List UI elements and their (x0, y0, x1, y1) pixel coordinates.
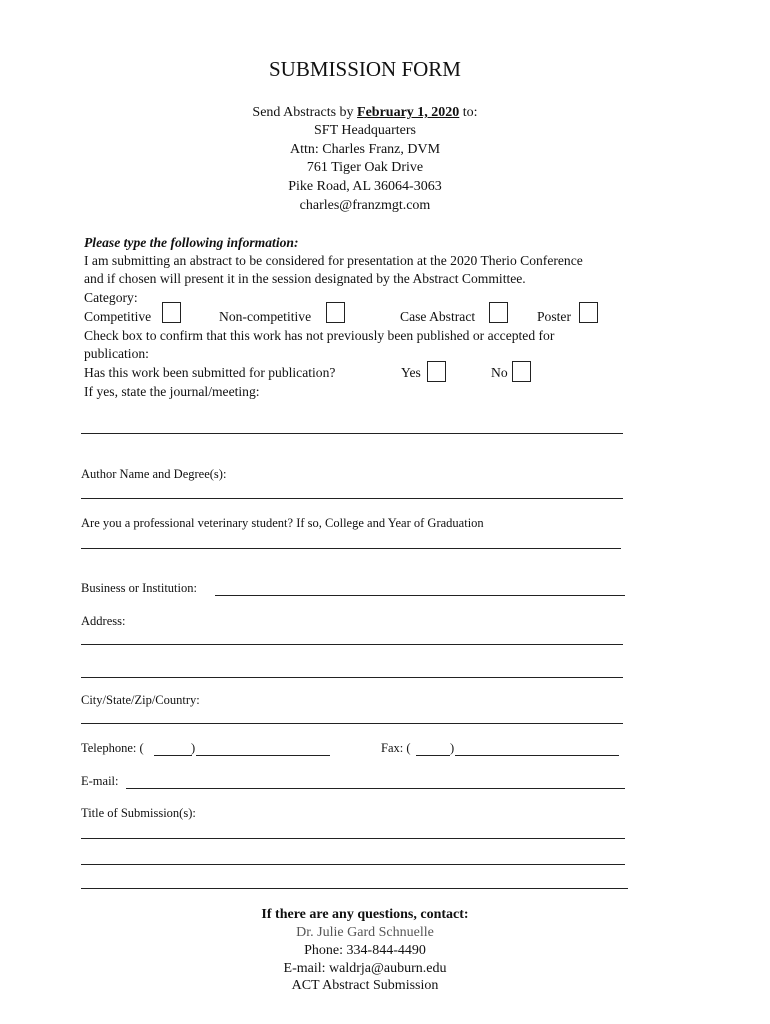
address-input-line-2[interactable] (81, 677, 623, 678)
case-abstract-checkbox[interactable] (489, 302, 508, 323)
contact-email: E-mail: waldrja@auburn.edu (283, 961, 447, 976)
yes-label: Yes (401, 365, 421, 380)
no-checkbox[interactable] (512, 361, 531, 382)
category-competitive-label: Competitive (84, 309, 152, 324)
telephone-number-line[interactable] (196, 755, 330, 756)
telephone-close-paren: ) (191, 741, 196, 755)
header-email: charles@franzmgt.com (299, 198, 431, 213)
info-line-2: and if chosen will present it in the session designated by the Abstract Committee. (84, 271, 526, 286)
email-label: E-mail: (81, 774, 119, 788)
category-label: Category: (84, 290, 138, 305)
student-label: Are you a professional veterinary student? If so, College and Year of Graduation (81, 516, 484, 530)
info-line-1: I am submitting an abstract to be considered for presentation at the 2020 Therio Conference (84, 253, 583, 268)
telephone-label: Telephone: ( (81, 741, 144, 755)
contact-phone: Phone: 334-844-4490 (304, 943, 426, 958)
city-input-line[interactable] (81, 723, 623, 724)
send-suffix: to: (459, 105, 478, 120)
street-line: 761 Tiger Oak Drive (306, 160, 424, 175)
address-label: Address: (81, 614, 126, 628)
submission-title-line-1[interactable] (81, 838, 625, 839)
city-label: City/State/Zip/Country: (81, 693, 200, 707)
send-prefix: Send Abstracts by (252, 105, 358, 120)
address-input-line-1[interactable] (81, 644, 623, 645)
contact-name: Dr. Julie Gard Schnuelle (296, 925, 434, 940)
journal-input-line[interactable] (81, 433, 623, 434)
submitted-question: Has this work been submitted for publication? (84, 365, 336, 380)
student-input-line[interactable] (81, 548, 621, 549)
business-input-line[interactable] (215, 595, 625, 596)
poster-checkbox[interactable] (579, 302, 598, 323)
attn-line: Attn: Charles Franz, DVM (289, 142, 441, 157)
category-case-abstract-label: Case Abstract (400, 309, 476, 324)
submission-title-label: Title of Submission(s): (81, 806, 196, 820)
category-noncompetitive-label: Non-competitive (219, 309, 312, 324)
org-name: SFT Headquarters (314, 123, 416, 138)
send-instructions (0, 104, 730, 123)
confirm-line-2: publication: (84, 346, 149, 361)
fax-label: Fax: ( (381, 741, 411, 755)
page-title: SUBMISSION FORM (269, 57, 461, 81)
contact-heading: If there are any questions, contact: (261, 907, 469, 922)
competitive-checkbox[interactable] (162, 302, 181, 323)
journal-question: If yes, state the journal/meeting: (84, 384, 260, 399)
author-label: Author Name and Degree(s): (81, 467, 227, 481)
author-input-line[interactable] (81, 498, 623, 499)
contact-subject: ACT Abstract Submission (291, 978, 439, 993)
email-input-line[interactable] (126, 788, 625, 789)
telephone-area-code-line[interactable] (154, 755, 192, 756)
fax-close-paren: ) (450, 741, 455, 755)
city-line: Pike Road, AL 36064-3063 (288, 179, 442, 194)
confirm-line-1: Check box to confirm that this work has not previously been published or accepted for (84, 328, 555, 343)
noncompetitive-checkbox[interactable] (326, 302, 345, 323)
fax-number-line[interactable] (455, 755, 619, 756)
info-heading: Please type the following information: (84, 235, 299, 250)
no-label: No (491, 365, 508, 380)
deadline: February 1, 2020 (357, 105, 460, 120)
fax-area-code-line[interactable] (416, 755, 450, 756)
yes-checkbox[interactable] (427, 361, 446, 382)
submission-title-line-3[interactable] (81, 888, 628, 889)
category-poster-label: Poster (537, 309, 571, 324)
business-label: Business or Institution: (81, 581, 197, 595)
submission-title-line-2[interactable] (81, 864, 625, 865)
